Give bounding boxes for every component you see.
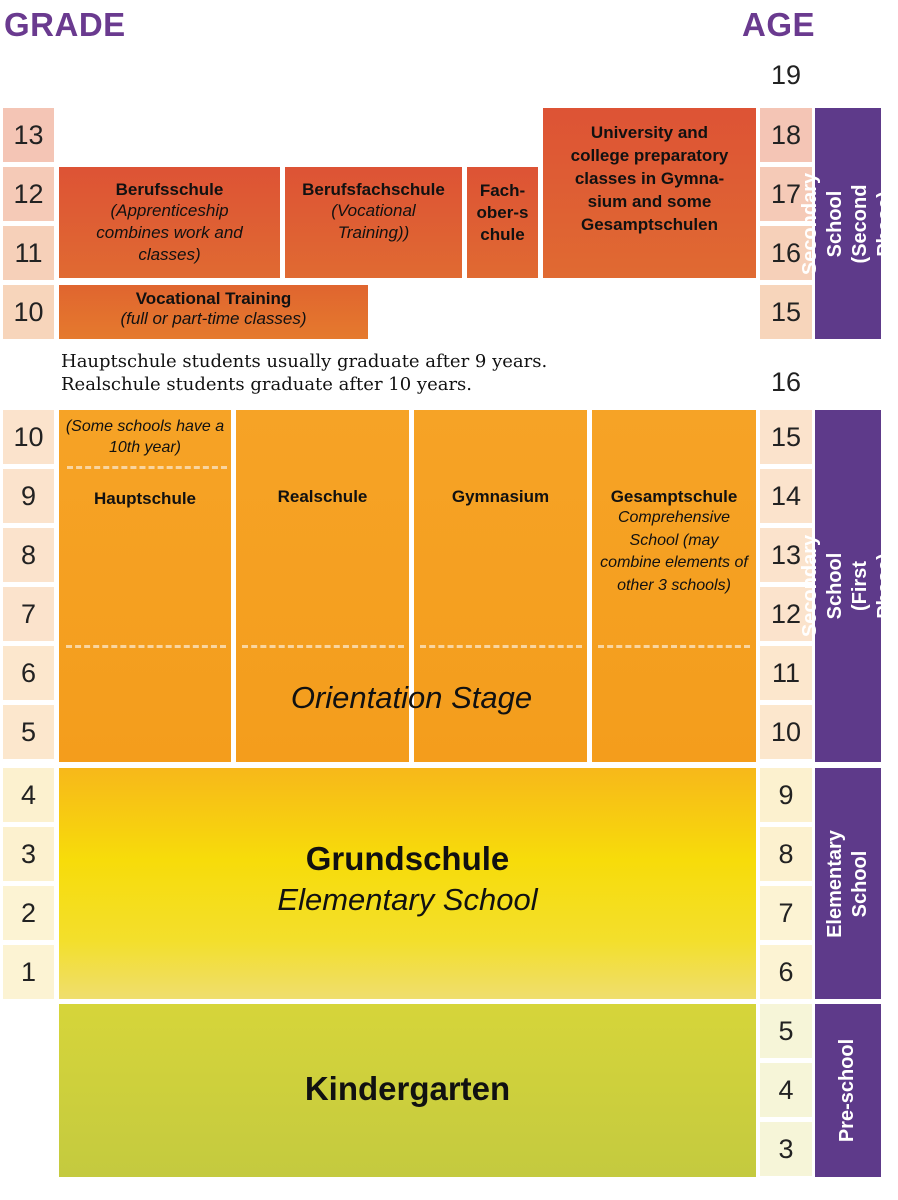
elementary-school-label: Elementary School [815, 768, 881, 999]
orientation-dash-2 [242, 645, 404, 648]
fachoberschule-title: Fach-ober-schule [476, 181, 529, 244]
age-12: 12 [760, 587, 812, 641]
orientation-stage-label: Orientation Stage [290, 680, 533, 715]
berufsfachschule-title: Berufsfachschule [302, 180, 445, 199]
age-10: 10 [760, 705, 812, 759]
berufsschule-title: Berufsschule [115, 180, 224, 199]
age-6: 6 [760, 945, 812, 999]
university-prep-title: University and college preparatory classes in Gymna-sium and some Gesamptschulen [570, 123, 729, 234]
grade-7: 7 [3, 587, 54, 641]
hauptschule-title: Hauptschule [93, 489, 197, 508]
age-13: 13 [760, 528, 812, 582]
age-8: 8 [760, 827, 812, 881]
orientation-dash-3 [420, 645, 582, 648]
age-9: 9 [760, 768, 812, 822]
grade-11: 11 [3, 226, 54, 280]
realschule-title: Realschule [277, 487, 368, 506]
grade-1: 1 [3, 945, 54, 999]
secondary-first-phase-label: Secondary School (First Phase) [815, 410, 881, 762]
age-3: 3 [760, 1122, 812, 1176]
grade-13: 13 [3, 108, 54, 162]
orientation-dash-4 [598, 645, 750, 648]
age-19: 19 [770, 59, 802, 90]
hauptschule-dash [67, 466, 227, 469]
age-5: 5 [760, 1004, 812, 1058]
university-prep-box [543, 108, 756, 278]
age-16-mid: 16 [770, 366, 802, 397]
age-18: 18 [760, 108, 812, 162]
age-15: 15 [760, 410, 812, 464]
grade-10: 10 [3, 410, 54, 464]
gesamptschule-title: Gesamptschule [610, 487, 738, 506]
gesamptschule-box [592, 410, 756, 762]
gymnasium-title: Gymnasium [451, 487, 550, 506]
grade-9: 9 [3, 469, 54, 523]
age-4: 4 [760, 1063, 812, 1117]
age-16-upper: 16 [760, 226, 812, 280]
fachoberschule-box [467, 167, 538, 278]
vocational-training-box [59, 285, 368, 339]
berufsschule-box [59, 167, 280, 278]
grade-6: 6 [3, 646, 54, 700]
grade-3: 3 [3, 827, 54, 881]
grundschule-box [59, 768, 756, 999]
age-11: 11 [760, 646, 812, 700]
graduation-note-line2: Realschule students graduate after 10 years. [61, 374, 473, 395]
berufsfachschule-desc: (Vocational Training)) [331, 201, 416, 242]
age-14: 14 [760, 469, 812, 523]
age-header: AGE [742, 6, 816, 43]
orientation-dash-1 [66, 645, 226, 648]
grade-12: 12 [3, 167, 54, 221]
berufsfachschule-box [285, 167, 462, 278]
hauptschule-box [59, 410, 231, 762]
grade-header: GRADE [4, 6, 126, 43]
age-15-upper: 15 [760, 285, 812, 339]
graduation-note [61, 350, 751, 396]
grundschule-subtitle: Elementary School [277, 882, 538, 917]
age-7: 7 [760, 886, 812, 940]
preschool-label: Pre-school [815, 1004, 881, 1177]
vocational-training-title: Vocational Training [135, 289, 292, 308]
grade-2: 2 [3, 886, 54, 940]
grade-10-upper: 10 [3, 285, 54, 339]
vocational-training-desc: (full or part-time classes) [120, 309, 307, 328]
age-17: 17 [760, 167, 812, 221]
kindergarten-box [59, 1004, 756, 1177]
grade-8: 8 [3, 528, 54, 582]
hauptschule-note: (Some schools have a 10th year) [65, 418, 225, 456]
gesamptschule-desc: Comprehensive School (may combine elements of other 3 schools) [600, 509, 748, 594]
grade-5: 5 [3, 705, 54, 759]
secondary-second-phase-label: Secondary School (Second Phase) [815, 108, 881, 339]
grundschule-title: Grundschule [305, 840, 510, 877]
kindergarten-title: Kindergarten [304, 1070, 511, 1107]
berufsschule-desc: (Apprenticeship combines work and classes) [96, 201, 243, 264]
graduation-note-line1: Hauptschule students usually graduate after 9 years. [61, 351, 548, 372]
grade-4: 4 [3, 768, 54, 822]
